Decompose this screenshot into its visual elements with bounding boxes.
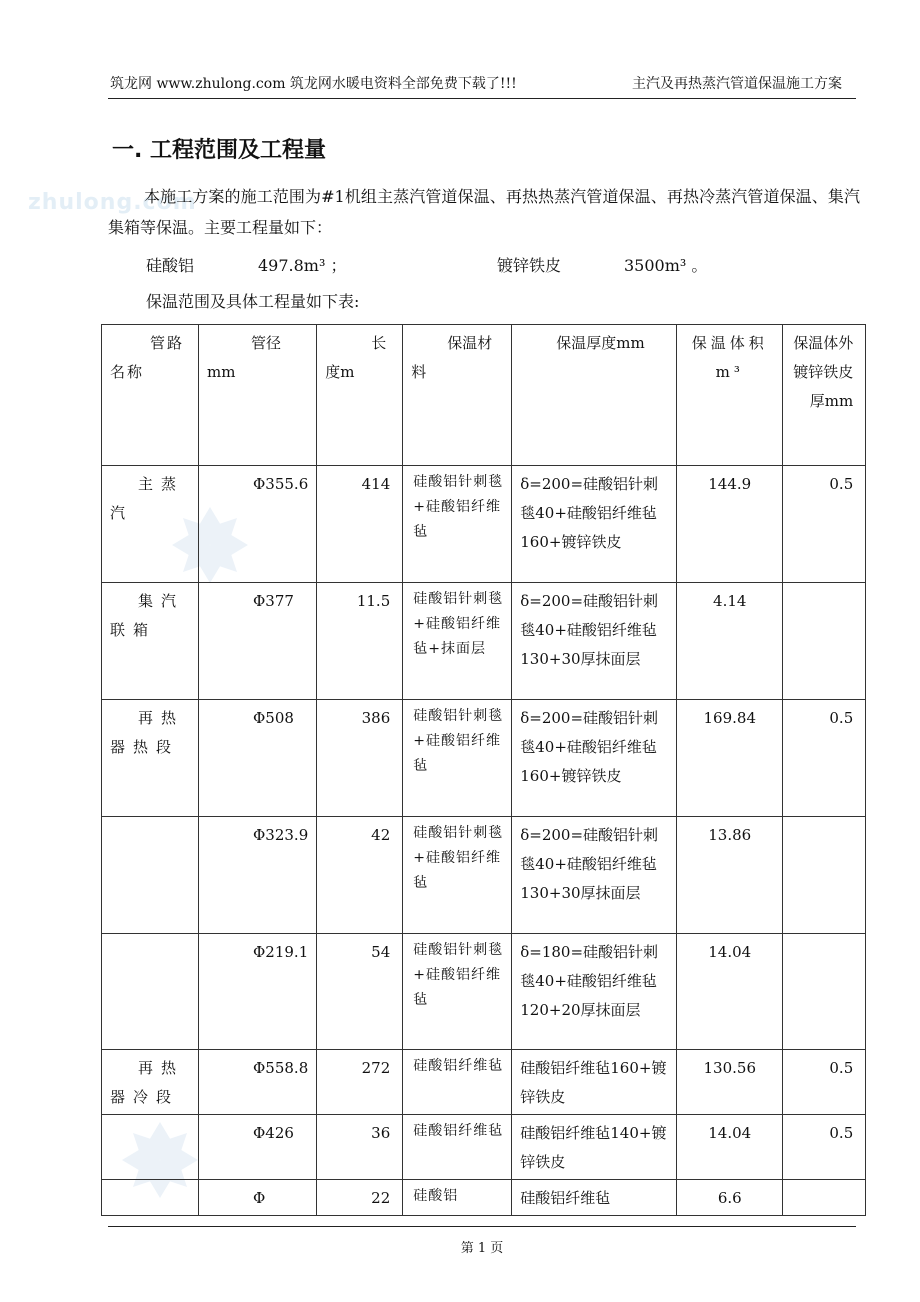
table-row [102, 466, 866, 583]
thickness-cell: δ=200=硅酸铝针刺毯40+硅酸铝纤维毡130+30厚抹面层 [512, 817, 677, 934]
page-header [108, 70, 856, 99]
thickness-cell: 硅酸铝纤维毡140+镀锌铁皮 [512, 1115, 677, 1180]
length-cell: 11.5 [317, 583, 403, 700]
pipe-name-cell [102, 1180, 199, 1216]
diameter-cell: Φ426 [199, 1115, 317, 1180]
header-diameter: 管径mm [199, 325, 317, 466]
length-cell: 386 [317, 700, 403, 817]
volume-cell: 144.9 [677, 466, 783, 583]
table-row [102, 700, 866, 817]
length-cell: 36 [317, 1115, 403, 1180]
pipe-name-cell: 再热器冷段 [102, 1050, 199, 1115]
thickness-cell: δ=180=硅酸铝针刺毯40+硅酸铝纤维毡120+20厚抹面层 [512, 934, 677, 1050]
pipe-name-cell [102, 934, 199, 1050]
section-title: 一. 工程范围及工程量 [112, 138, 327, 163]
thickness-cell: δ=200=硅酸铝针刺毯40+硅酸铝纤维毡130+30厚抹面层 [512, 583, 677, 700]
sheet-thickness-cell [783, 1180, 866, 1216]
material-cell: 硅酸铝针刺毯+硅酸铝纤维毡 [403, 934, 512, 1050]
header-volume: 保温体积m³ [677, 325, 783, 466]
length-cell: 272 [317, 1050, 403, 1115]
volume-cell: 130.56 [677, 1050, 783, 1115]
header-left-text: 筑龙网 www.zhulong.com 筑龙网水暖电资料全部免费下载了!!! [110, 76, 517, 92]
diameter-cell: Φ355.6 [199, 466, 317, 583]
header-sheet-thickness: 保温体外镀锌铁皮厚mm [783, 325, 866, 466]
material-cell: 硅酸铝针刺毯+硅酸铝纤维毡 [403, 817, 512, 934]
sheet-thickness-cell [783, 817, 866, 934]
pipe-name-cell [102, 1115, 199, 1180]
diameter-cell: Φ [199, 1180, 317, 1216]
sheet-thickness-cell: 0.5 [783, 466, 866, 583]
material-cell: 硅酸铝针刺毯+硅酸铝纤维毡+抹面层 [403, 583, 512, 700]
thickness-cell: 硅酸铝纤维毡160+镀锌铁皮 [512, 1050, 677, 1115]
volume-cell: 14.04 [677, 1115, 783, 1180]
watermark-text: zhulong.com [28, 190, 197, 215]
length-cell: 42 [317, 817, 403, 934]
pipe-name-cell: 集汽联箱 [102, 583, 199, 700]
sheet-thickness-cell: 0.5 [783, 700, 866, 817]
volume-cell: 4.14 [677, 583, 783, 700]
sheet-thickness-cell: 0.5 [783, 1115, 866, 1180]
quantity-2-value: 3500m³ 。 [624, 256, 708, 275]
header-doc-title: 主汽及再热蒸汽管道保温施工方案 [632, 76, 842, 92]
diameter-cell: Φ508 [199, 700, 317, 817]
header-pipe-name: 管路名称 [102, 325, 199, 466]
pipe-name-cell: 主蒸汽 [102, 466, 199, 583]
page-number: 第 1 页 [460, 1241, 504, 1256]
header-material: 保温材料 [403, 325, 512, 466]
table-row [102, 583, 866, 700]
table-row [102, 1050, 866, 1115]
length-cell: 414 [317, 466, 403, 583]
thickness-cell: 硅酸铝纤维毡 [512, 1180, 677, 1216]
diameter-cell: Φ219.1 [199, 934, 317, 1050]
diameter-cell: Φ377 [199, 583, 317, 700]
sheet-thickness-cell [783, 583, 866, 700]
volume-cell: 13.86 [677, 817, 783, 934]
pipe-name-cell: 再热器热段 [102, 700, 199, 817]
volume-cell: 169.84 [677, 700, 783, 817]
material-cell: 硅酸铝 [403, 1180, 512, 1216]
material-cell: 硅酸铝纤维毡 [403, 1115, 512, 1180]
length-cell: 22 [317, 1180, 403, 1216]
table-intro: 保温范围及具体工程量如下表: [146, 292, 360, 311]
page-footer [108, 1226, 856, 1256]
table-row [102, 934, 866, 1050]
material-cell: 硅酸铝针刺毯+硅酸铝纤维毡 [403, 466, 512, 583]
volume-cell: 6.6 [677, 1180, 783, 1216]
insulation-table [101, 324, 866, 1216]
volume-cell: 14.04 [677, 934, 783, 1050]
header-thickness: 保温厚度mm [512, 325, 677, 466]
table-header-row [102, 325, 866, 466]
material-cell: 硅酸铝纤维毡 [403, 1050, 512, 1115]
table-row [102, 1115, 866, 1180]
intro-paragraph: 本施工方案的施工范围为#1机组主蒸汽管道保温、再热热蒸汽管道保温、再热冷蒸汽管道保温、集汽集箱等保温。主要工程量如下： [108, 187, 860, 237]
diameter-cell: Φ323.9 [199, 817, 317, 934]
material-cell: 硅酸铝针刺毯+硅酸铝纤维毡 [403, 700, 512, 817]
sheet-thickness-cell: 0.5 [783, 1050, 866, 1115]
header-length: 长度m [317, 325, 403, 466]
table-row [102, 1180, 866, 1216]
quantity-1-name: 硅酸铝 [146, 256, 195, 275]
diameter-cell: Φ558.8 [199, 1050, 317, 1115]
pipe-name-cell [102, 817, 199, 934]
length-cell: 54 [317, 934, 403, 1050]
thickness-cell: δ=200=硅酸铝针刺毯40+硅酸铝纤维毡160+镀锌铁皮 [512, 700, 677, 817]
table-row [102, 817, 866, 934]
sheet-thickness-cell [783, 934, 866, 1050]
quantity-1-value: 497.8m³ ； [258, 256, 347, 275]
thickness-cell: δ=200=硅酸铝针刺毯40+硅酸铝纤维毡160+镀锌铁皮 [512, 466, 677, 583]
quantity-2-name: 镀锌铁皮 [497, 256, 562, 275]
